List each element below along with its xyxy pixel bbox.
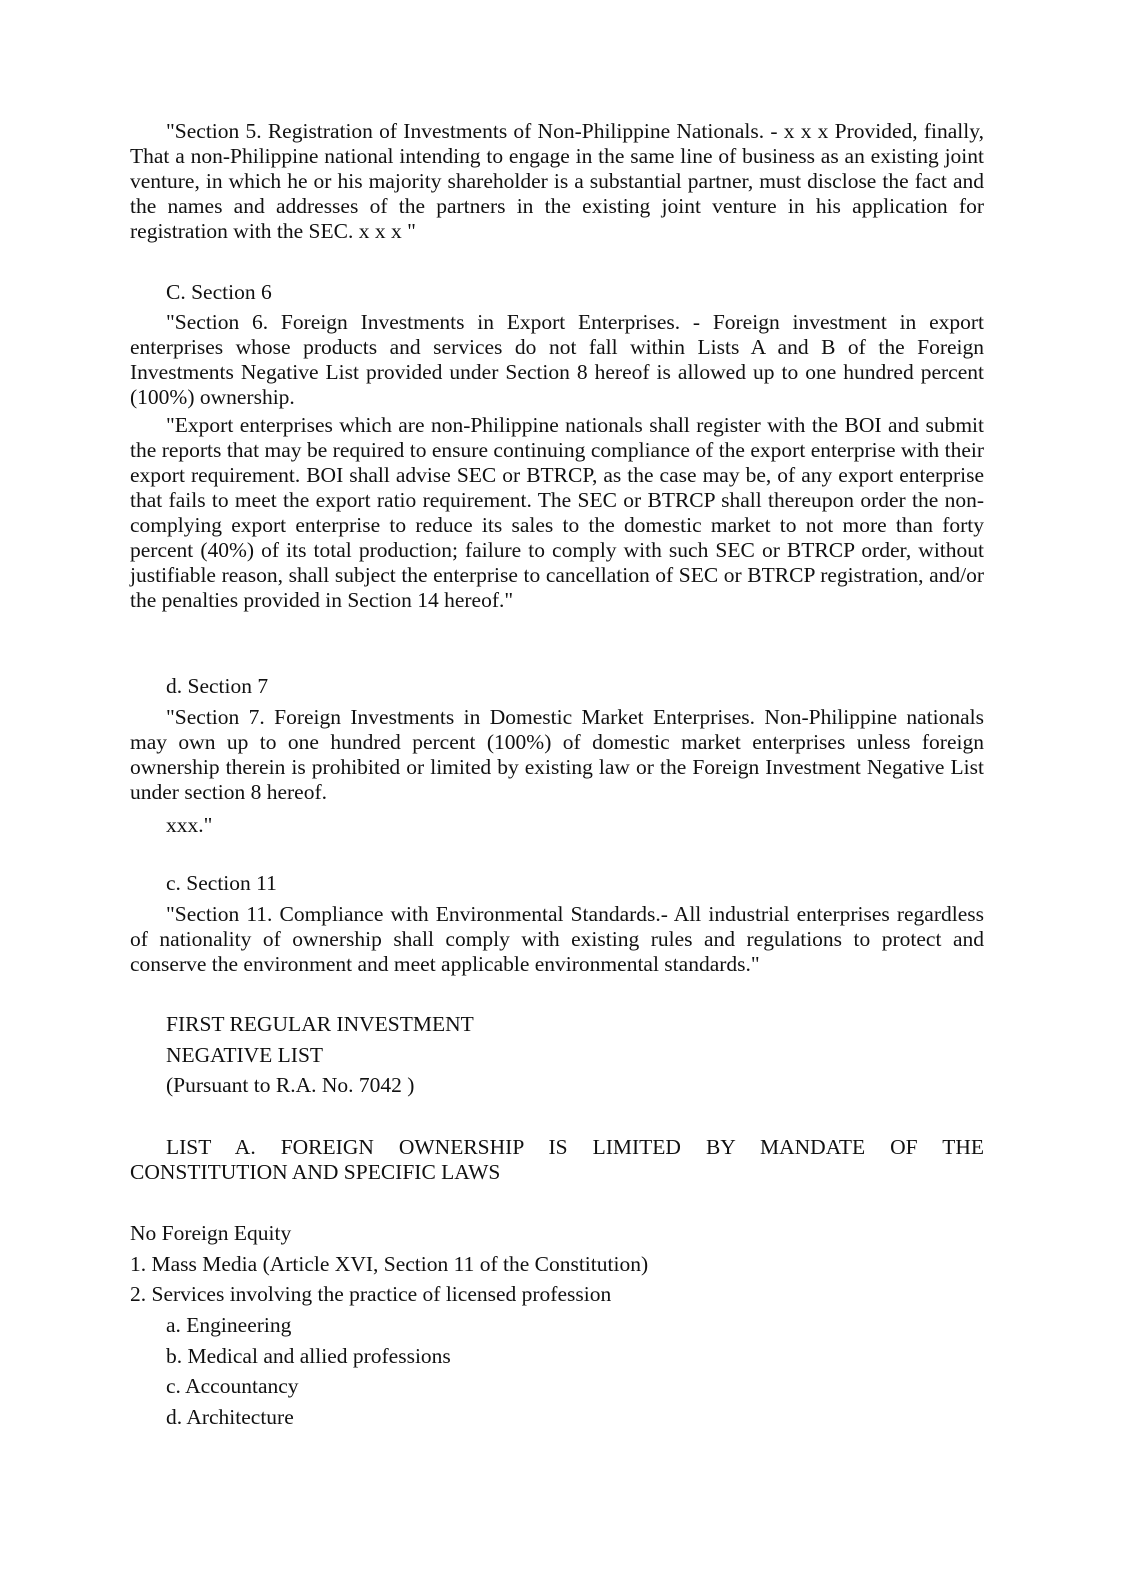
list-title-line-1: FIRST REGULAR INVESTMENT — [166, 1012, 474, 1036]
list-subitem: a. Engineering — [166, 1313, 292, 1337]
list-title-line-3: (Pursuant to R.A. No. 7042 ) — [166, 1073, 415, 1097]
list-item: 2. Services involving the practice of licensed profession — [130, 1282, 612, 1306]
list-subitem: c. Accountancy — [166, 1374, 299, 1398]
section5-paragraph: "Section 5. Registration of Investments of Non-Philippine Nationals. - x x x Provided, finally, That a non-Philippine national intending to engage in the same line of business as an existing joint venture, in which he or his majority shareholder is a substantial partner, must disclose the fact and the names and addresses of the partners in the existing joint venture in his application for registration with the SEC. x x x " — [130, 119, 984, 243]
list-title-line-2: NEGATIVE LIST — [166, 1043, 324, 1067]
section6-paragraph-2: "Export enterprises which are non-Philippine nationals shall register with the BOI and submit the reports that may be required to ensure continuing compliance of the export enterprise with their export requirement. BOI shall advise SEC or BTRCP, as the case may be, of any export enterprise that fails to meet the export ratio requirement. The SEC or BTRCP shall thereupon order the non-complying export enterprise to reduce its sales to the domestic market to not more than forty percent (40%) of its total production; failure to comply with such SEC or BTRCP order, without justifiable reason, shall subject the enterprise to cancellation of SEC or BTRCP registration, and/or the penalties provided in Section 14 hereof." — [130, 413, 984, 612]
section11-paragraph: "Section 11. Compliance with Environmental Standards.- All industrial enterprises regardless of nationality of ownership shall comply with existing rules and regulations to protect and conserve the environment and meet applicable environmental standards." — [130, 902, 984, 976]
section6-block — [130, 310, 984, 613]
section7-block — [130, 705, 984, 805]
list-subitem: d. Architecture — [166, 1405, 294, 1429]
section6-heading: C. Section 6 — [166, 280, 272, 304]
section11-block — [130, 902, 984, 977]
section7-closing: xxx." — [166, 813, 213, 837]
section7-heading: d. Section 7 — [166, 674, 269, 698]
list-a-heading-line-2: CONSTITUTION AND SPECIFIC LAWS — [130, 1160, 501, 1184]
section5-block — [130, 119, 984, 244]
section11-heading: c. Section 11 — [166, 871, 277, 895]
list-subitem: b. Medical and allied professions — [166, 1344, 451, 1368]
list-a-heading-line-1: LIST A. FOREIGN OWNERSHIP IS LIMITED BY MANDATE OF THE — [166, 1135, 984, 1159]
section6-paragraph-1: "Section 6. Foreign Investments in Export Enterprises. - Foreign investment in export enterprises whose products and services do not fall within Lists A and B of the Foreign Investments Negative List provided under Section 8 hereof is allowed up to one hundred percent (100%) ownership. — [130, 310, 984, 409]
list-item: 1. Mass Media (Article XVI, Section 11 of the Constitution) — [130, 1252, 649, 1276]
no-foreign-equity-label: No Foreign Equity — [130, 1221, 292, 1245]
section7-paragraph: "Section 7. Foreign Investments in Domestic Market Enterprises. Non-Philippine nationals may own up to one hundred percent (100%) of domestic market enterprises unless foreign ownership therein is prohibited or limited by existing law or the Foreign Investment Negative List under section 8 hereof. — [130, 705, 984, 804]
